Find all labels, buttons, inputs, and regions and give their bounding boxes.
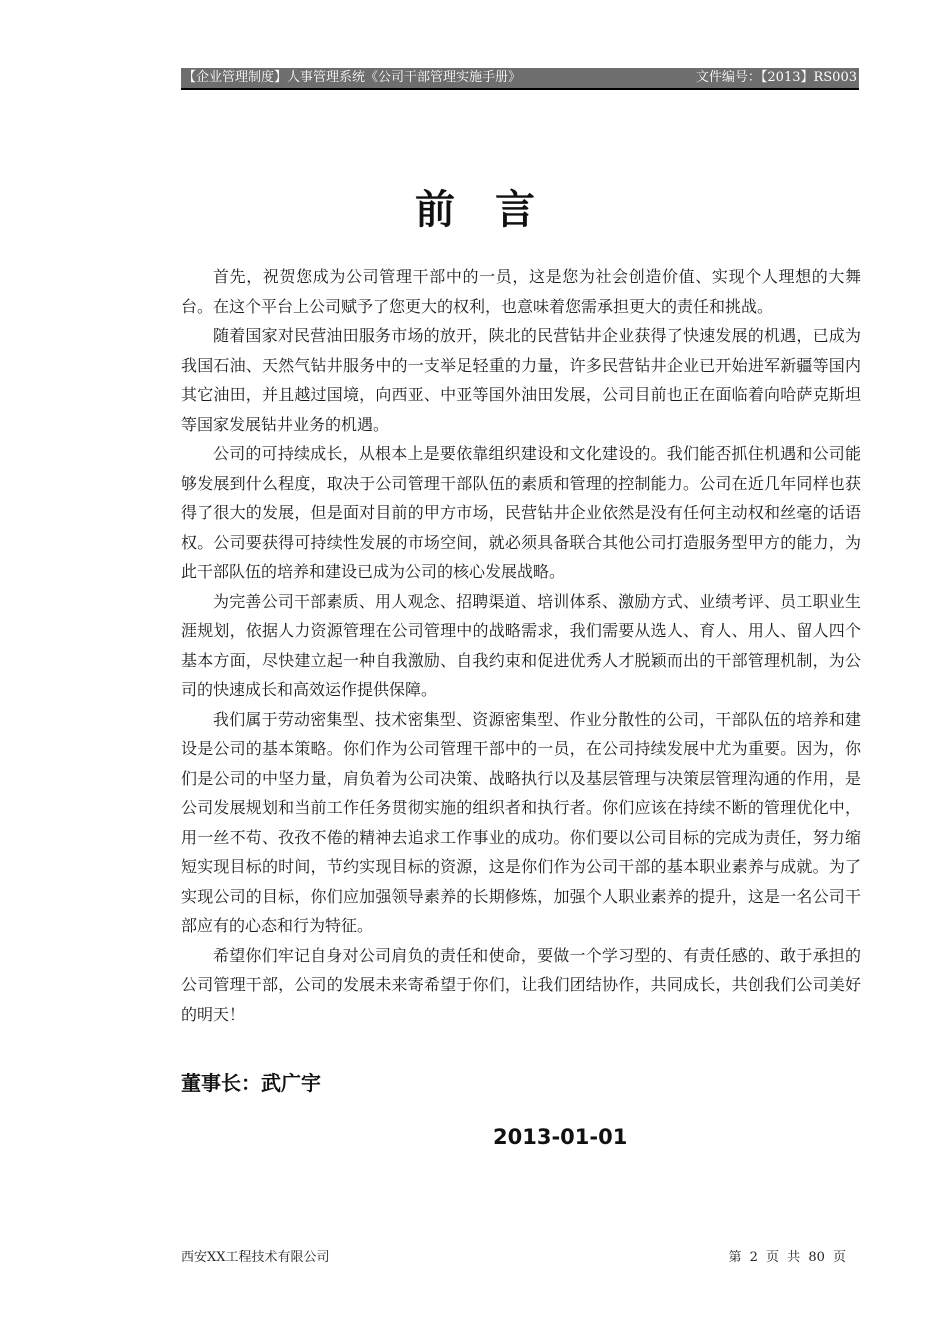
paragraph: 希望你们牢记自身对公司肩负的责任和使命，要做一个学习型的、有责任感的、敢于承担的公司管理干部，公司的发展未来寄希望于你们，让我们团结协作，共同成长，共创我们公司美好的明天！ (181, 945, 861, 1024)
header-document-number: 文件编号：【2013】RS003 (695, 70, 857, 85)
header-document-title: 【企业管理制度】人事管理系统《公司干部管理实施手册》 (183, 70, 522, 85)
paragraph: 公司的可持续成长，从根本上是要依靠组织建设和文化建设的。我们能否抓住机遇和公司能够发展到什么程度，取决于公司管理干部队伍的素质和管理的控制能力。公司在近几年同样也获得了很大的发展，但是面对目前的甲方市场，民营钻井企业依然是没有任何主动权和丝毫的话语权。公司要获得可持续性发展的市场空间，就必须具备联合其他公司打造服务型甲方的能力，为此干部队伍的培养和建设已成为公司的核心发展战略。 (181, 444, 861, 581)
page-title: 前言 (415, 187, 575, 233)
paragraph: 我们属于劳动密集型、技术密集型、资源密集型、作业分散性的公司，干部队伍的培养和建设是公司的基本策略。你们作为公司管理干部中的一员，在公司持续发展中尤为重要。因为，你们是公司的中坚力量，肩负着为公司决策、战略执行以及基层管理与决策层管理沟通的作用，是公司发展规划和当前工作任务贯彻实施的组织者和执行者。你们应该在持续不断的管理优化中，用一丝不苟、孜孜不倦的精神去追求工作事业的成功。你们要以公司目标的完成为责任，努力缩短实现目标的时间，节约实现目标的资源，这是你们作为公司干部的基本职业素养与成就。为了实现公司的目标，你们应加强领导素养的长期修炼，加强个人职业素养的提升，这是一名公司干部应有的心态和行为特征。 (181, 709, 861, 935)
paragraph: 随着国家对民营油田服务市场的放开，陕北的民营钻井企业获得了快速发展的机遇，已成为我国石油、天然气钻井服务中的一支举足轻重的力量，许多民营钻井企业已开始进军新疆等国内其它油田，并且越过国境，向西亚、中亚等国外油田发展，公司目前也正在面临着向哈萨克斯坦等国家发展钻井业务的机遇。 (181, 326, 861, 434)
paragraph: 首先，祝贺您成为公司管理干部中的一员，这是您为社会创造价值、实现个人理想的大舞台。在这个平台上公司赋予了您更大的权利，也意味着您需承担更大的责任和挑战。 (181, 267, 861, 316)
page-header (181, 68, 859, 90)
paragraph: 为完善公司干部素质、用人观念、招聘渠道、培训体系、激励方式、业绩考评、员工职业生涯规划，依据人力资源管理在公司管理中的战略需求，我们需要从选人、育人、用人、留人四个基本方面，尽快建立起一种自我激励、自我约束和促进优秀人才脱颖而出的干部管理机制，为公司的快速成长和高效运作提供保障。 (181, 591, 861, 699)
signature-date: 2013-01-01 (493, 1125, 628, 1149)
signature: 董事长：武广宇 (181, 1071, 321, 1095)
footer-company: 西安XX工程技术有限公司 (181, 1250, 330, 1265)
footer-page-number: 第 2 页 共 80 页 (728, 1250, 846, 1265)
preface-body (181, 262, 861, 1029)
